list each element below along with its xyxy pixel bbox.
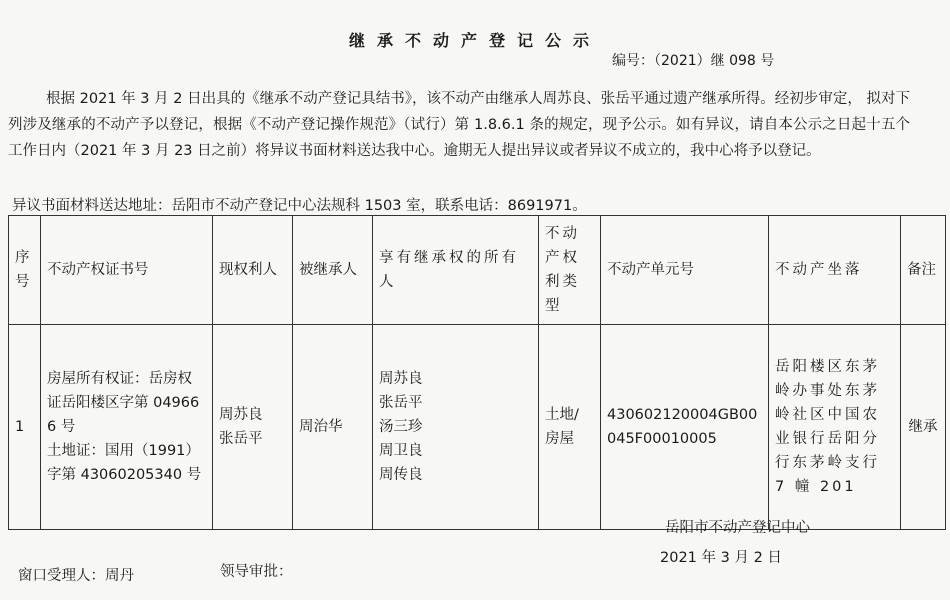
table-header-row [9, 216, 946, 325]
document-number: 编号：（2021）继 098 号 [612, 53, 775, 69]
cell-location: 岳阳楼区东茅岭办事处东茅岭社区中国农业银行岳阳分行东茅岭支行 7 幢 201 [769, 325, 901, 530]
cell-decedent: 周治华 [293, 325, 373, 530]
window-receiver: 窗口受理人：周丹 [18, 568, 134, 584]
header-seq: 序号 [9, 216, 41, 325]
cell-current-owner: 周苏良 张岳平 [213, 325, 293, 530]
header-remarks: 备注 [901, 216, 946, 325]
cell-cert-no: 房屋所有权证：岳房权证岳阳楼区字第 049666 号 土地证：国用（1991）字第 43060205340 号 [41, 325, 213, 530]
header-current-owner: 现权利人 [213, 216, 293, 325]
header-decedent: 被继承人 [293, 216, 373, 325]
objection-address: 异议书面材料送达地址：岳阳市不动产登记中心法规科 1503 室，联系电话：8691971。 [12, 198, 587, 214]
cell-seq: 1 [9, 325, 41, 530]
cell-unit-no: 430602120004GB00045F00010005 [601, 325, 769, 530]
issue-date: 2021 年 3 月 2 日 [660, 550, 782, 566]
cell-right-type: 土地/ 房屋 [539, 325, 601, 530]
cell-heirs: 周苏良 张岳平 汤三珍 周卫良 周传良 [373, 325, 539, 530]
notice-paragraph: 根据 2021 年 3 月 2 日出具的《继承不动产登记具结书》，该不动产由继承人周苏良、张岳平通过遗产继承所得。经初步审定， 拟对下列涉及继承的不动产予以登记，根据《不动产登记操作规范》（试行）第 1.8.6.1 条的规定，现予公示。如有异议，请自本公示之日起十五个工作日内（2021 年 3 月 23 日之前）将异议书面材料送达我中心。逾期无人提出异议或者异议不成立的，我中心将予以登记。 [8, 91, 910, 159]
issuing-organization: 岳阳市不动产登记中心 [665, 520, 810, 536]
cell-remarks: 继承 [901, 325, 946, 530]
leader-approval: 领导审批： [220, 564, 293, 580]
notice-title: 继承不动产登记公示 [348, 31, 601, 50]
header-heirs: 享有继承权的所有人 [373, 216, 539, 325]
header-cert-no: 不动产权证书号 [41, 216, 213, 325]
table-row [9, 325, 946, 530]
header-right-type: 不动产权利类型 [539, 216, 601, 325]
header-location: 不动产坐落 [769, 216, 901, 325]
registration-table [8, 215, 946, 530]
header-unit-no: 不动产单元号 [601, 216, 769, 325]
